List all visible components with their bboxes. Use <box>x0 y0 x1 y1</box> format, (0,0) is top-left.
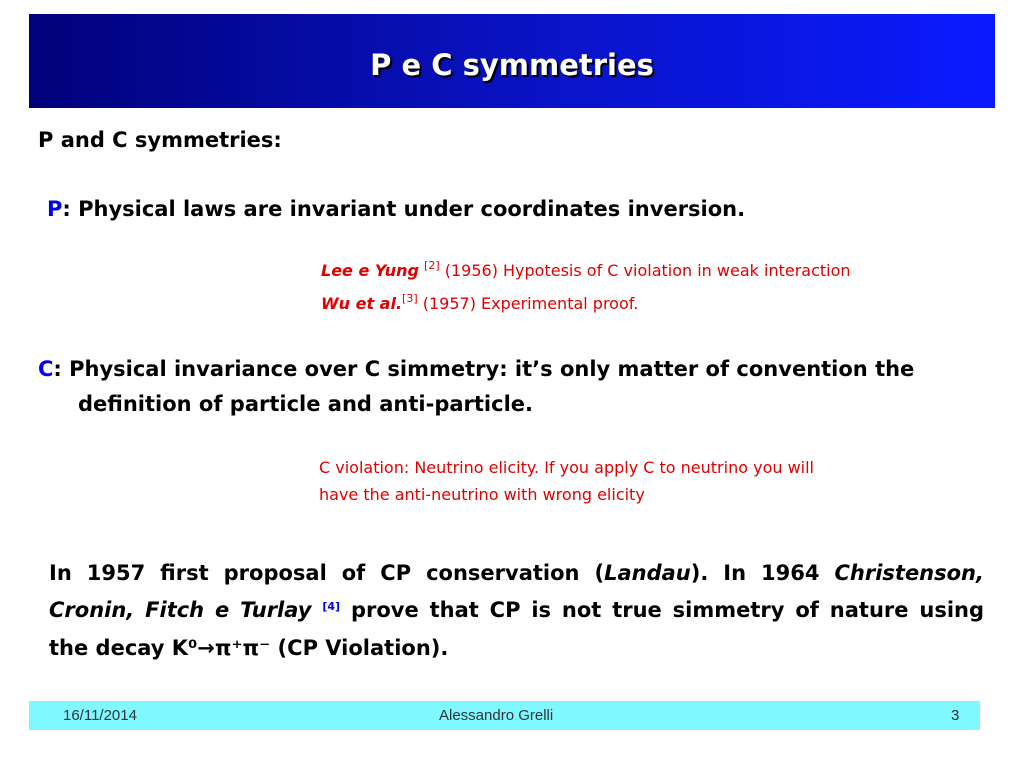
cp-line-3: the decay K⁰→π⁺π⁻ (CP Violation). <box>49 636 449 660</box>
c-rule <box>38 357 914 381</box>
cp-landau: Landau <box>604 561 691 585</box>
ref-lee-yung <box>321 259 851 280</box>
page-title: P e C symmetries <box>370 48 654 82</box>
cp-line-2 <box>49 590 984 627</box>
ref-number: [3] <box>402 292 418 305</box>
title-bar <box>29 14 995 108</box>
c-rule-text-1: : Physical invariance over C simmetry: it’s only matter of convention the <box>53 357 915 381</box>
cp-paragraph <box>49 556 984 665</box>
ref-text: (1956) Hypotesis of C violation in weak interaction <box>439 261 851 280</box>
c-note-line-1: C violation: Neutrino elicity. If you apply C to neutrino you will <box>319 458 814 477</box>
cp-christenson: Christenson, <box>834 561 984 585</box>
cp-authors: Cronin, Fitch e Turlay <box>49 598 312 622</box>
footer-page: 3 <box>951 707 960 724</box>
c-rule-line-2: definition of particle and anti-particle. <box>78 392 533 416</box>
cp-text: ). In 1964 <box>690 561 835 585</box>
ref-wu <box>321 292 638 313</box>
c-letter: C <box>38 357 54 381</box>
ref-authors: Lee e Yung <box>321 261 419 280</box>
ref-text: (1957) Experimental proof. <box>417 294 639 313</box>
cp-line-1 <box>49 556 984 590</box>
p-rule <box>47 197 745 221</box>
cp-text: In 1957 first proposal of CP conservation ( <box>49 561 605 585</box>
section-heading: P and C symmetries: <box>38 128 282 152</box>
footer <box>29 701 980 730</box>
cp-ref: [4] <box>322 600 341 613</box>
c-note-line-2: have the anti-neutrino with wrong elicity <box>319 485 645 504</box>
ref-suffix: . <box>395 294 403 313</box>
footer-author: Alessandro Grelli <box>439 707 554 724</box>
p-letter: P <box>47 197 63 221</box>
footer-date: 16/11/2014 <box>63 707 137 724</box>
ref-authors: Wu et al <box>321 294 396 313</box>
cp-text: prove that CP is not true simmetry of nature using <box>340 598 984 622</box>
p-rule-text: : Physical laws are invariant under coordinates inversion. <box>62 197 746 221</box>
ref-number: [2] <box>424 259 440 272</box>
